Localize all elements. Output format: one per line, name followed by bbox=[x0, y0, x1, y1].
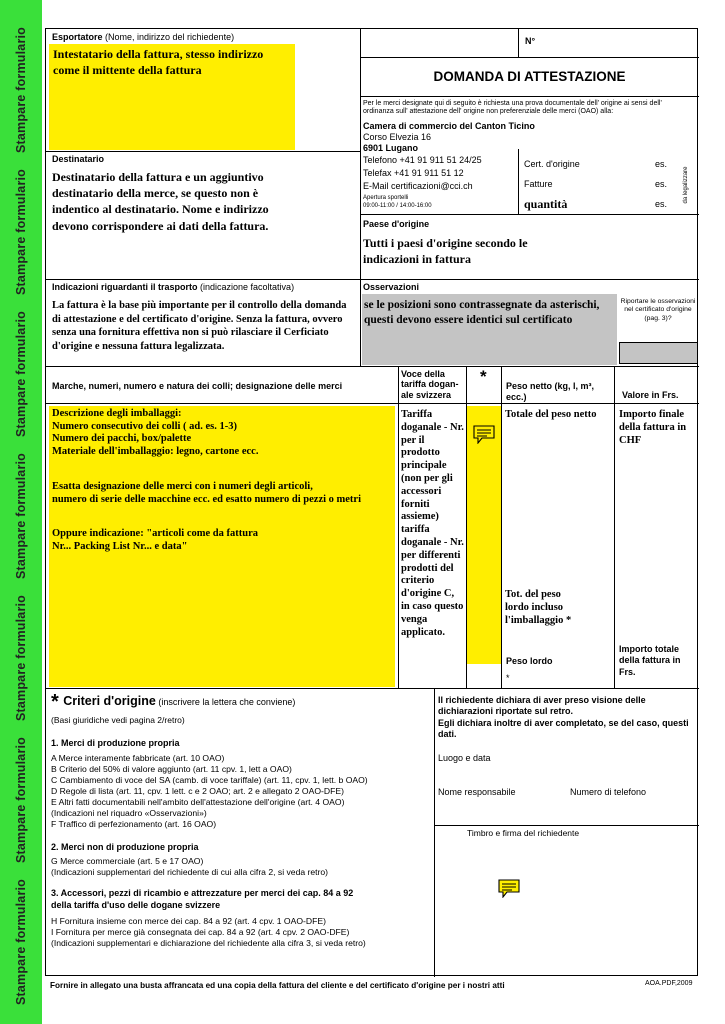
responsible-name-label[interactable]: Nome responsabile bbox=[438, 787, 516, 797]
divider bbox=[46, 279, 699, 280]
remarks-label: Osservazioni bbox=[363, 282, 420, 292]
marks-hint: Oppure indicazione: "articoli come da fattura Nr... Packing List Nr... e data" bbox=[52, 528, 258, 552]
marks-hint: Esatta designazione delle merci con i numeri degli articoli, numero di serie delle macchine ecc. ed esatto numero di pezzi o metri bbox=[52, 481, 361, 505]
total-amount-label: Importo totale della fattura in Frs. bbox=[619, 644, 681, 677]
chamber-name: Camera di commercio del Canton Ticino bbox=[363, 121, 535, 131]
divider bbox=[360, 57, 699, 58]
gross-weight-star: * bbox=[506, 673, 510, 683]
criteria-title-note: (inscrivere la lettera che conviene) bbox=[155, 697, 296, 707]
exporter-label: Esportatore (Nome, indirizzo del richiedente) bbox=[52, 32, 235, 42]
transport-label: Indicazioni riguardanti il trasporto (indicazione facoltativa) bbox=[52, 282, 295, 292]
divider bbox=[518, 29, 519, 57]
hours-label: Apertura sportelli bbox=[363, 195, 409, 201]
col-value-header: Valore in Frs. bbox=[622, 390, 679, 400]
criteria-list-1[interactable]: A Merce interamente fabbricate (art. 10 OAO) B Criterio del 50% di valore aggiunto (art. 11 cpv. 1, lett a OAO) C Cambiamento di voce del SA (camb. di voce tariffale) (art. 11, cpv. 1, lett. b OAO) D Regole di lista (art. 11, cpv. 1 lett. c e 2 OAO; art. 2 e allegato 2 OAO-DFE) E Altri fatti documentabili nell'ambito dell'attestazione dell'origine (art. 4 OAO) (Indicazioni nel riquadro «Osservazioni») F Traffico di perfezionamento (art. 16 OAO) bbox=[51, 753, 368, 829]
chamber-city: 6901 Lugano bbox=[363, 143, 419, 153]
divider bbox=[360, 151, 361, 279]
footer-note: Fornire in allegato una busta affrancata ed una copia della fattura del cliente e del certificato d'origine per i nostri atti bbox=[50, 981, 505, 990]
star-field[interactable] bbox=[467, 406, 501, 664]
divider bbox=[360, 279, 361, 366]
tariff-hint[interactable]: Tariffa doganale - Nr. per il prodotto principale (non per gli accessori forniti assieme) tariffa doganale - Nr. per differenti prodotti del criterio d'origine C, in caso questo venga applicato. bbox=[401, 409, 464, 638]
form-code: AOA.PDF,2009 bbox=[645, 980, 693, 987]
marks-hint: Descrizione degli imballaggi: Numero consecutivo dei colli ( ad. es. 1-3) Numero dei pacchi, box/palette Materiale dell'imballaggio: legno, cartone ecc. bbox=[52, 408, 259, 457]
remarks-side-note: Riportare le osservazioni nel certificato d'origine (pag. 3)? bbox=[620, 298, 696, 322]
consignee-label: Destinatario bbox=[52, 154, 105, 164]
divider bbox=[46, 688, 699, 689]
criteria-star: * bbox=[51, 691, 59, 713]
criteria-section-3: 3. Accessori, pezzi di ricambio e attrezzature per merci dei cap. 84 a 92 della tariffa d'uso delle dogane svizzere bbox=[51, 888, 354, 910]
criteria-title: Criteri d'origine bbox=[63, 694, 156, 708]
comment-icon[interactable] bbox=[498, 879, 520, 898]
col-marks-header: Marche, numeri, numero e natura dei colli; designazione delle merci bbox=[52, 381, 343, 391]
criteria-list-2[interactable]: G Merce commerciale (art. 5 e 17 OAO) (Indicazioni supplementari del richiedente di cui alla cifra 2, si veda retro) bbox=[51, 856, 329, 877]
transport-hint[interactable]: La fattura è la base più importante per il controllo della domanda di attestazione e del certificato d'origine. Senza la fattura, ovvero senza una fornitura effettiva non si può rilasciare il Cerficiato d'origine e nessuna fattura legalizzata. bbox=[52, 300, 347, 352]
stamp-signature-label[interactable]: Timbro e firma del richiedente bbox=[467, 828, 580, 838]
divider bbox=[614, 366, 615, 688]
declaration-text: Il richiedente dichiara di aver preso visione delle dichiarazioni riportate sul retro. Egli dichiara inoltre di aver completato, se del caso, questi dati. bbox=[438, 695, 689, 739]
number-label: N° bbox=[525, 36, 536, 46]
remarks-checkbox[interactable] bbox=[619, 342, 698, 364]
copies-quantity-label: quantità bbox=[524, 197, 568, 211]
copies-cert-label: Cert. d'origine bbox=[524, 159, 580, 169]
divider bbox=[46, 151, 360, 152]
criteria-section bbox=[51, 691, 431, 949]
attestation-form: Esportatore (Nome, indirizzo del richiedente) Intestatario della fattura, stesso indirizzo come il mittente della fattura N° DOMANDA DI ATTESTAZIONE Per le merci designate qui di seguito è richiesta una prova documentale dell' origine ai sensi dell' ordinanza sull' attestazione dell' origine non preferenziale delle merci (OAO) alla: Camera di commercio del Canton Ticino Corso Elvezia 16 6901 Lugano Telefono +41 91 911 51 24/25 Telefax +41 91 911 51 12 E-Mail certificazioni@cci.ch Apertura sportelli 09:00-11:00 / 14:00-16:00 Cert. d'origine es. Fatture es. quantità es. da legalizzare Destinatario Destinatario della fattura e un aggiuntivo destinatario della merce, se questo non è indentico al destinatario. Nome e indirizzo devono corrispondere ai dati della fattura. Paese d'origine Tutti i paesi d'origine secondo le indicazioni in fattura Indicazioni riguardanti il trasporto (indicazione facoltativa) La fattura è la base più importante per il controllo della domanda di attestazione e del certificato d'origine. Senza la fattura, ovvero senza una fornitura effettiva non si può rilasciare il Cerficiato d'origine e nessuna fattura legalizzata. Osservazioni se le posizioni sono contrassegnate da asterischi, questi devono essere identici sul certificato Riportare le osservazioni nel certificato d'origine (pag. 3)? Marche, numeri, numero e natura dei colli; designazione delle merci Voce della tariffa dogan-ale svizzera * Peso netto (kg, l, m³, ecc.) Valore in Frs. Descrizione degli imballaggi: Numero consecutivo dei colli ( ad. es. 1-3) Numero dei pacchi, box/palette Materiale dell'imballaggio: legno, cartone ecc. Esatta designazione delle merci con i numeri degli articoli, numero di serie delle macchine ecc. ed esatto numero di pezzi o metri Oppure indicazione: "articoli come da fattura Nr... Packing List Nr... e data" Tariffa doganale - Nr. per il prodotto principale (non per gli accessori forniti assieme) tariffa doganale - Nr. per differenti prodotti del criterio d'origine C, in caso questo venga applicato. Totale del peso netto Tot. del peso lordo incluso l'imballaggio * Peso lordo * Importo finale della fattura in CHF Importo totale della fattura in Frs. * Criteri d'origine (inscrivere la lettera che conviene) (Basi giuridiche vedi pagina 2/retro) 1. Merci di produzione propria A Merce interamente fabbricate (art. 10 OAO) B Criterio del 50% di valore aggiunto (art. 11 cpv. 1, lett a OAO) C Cambiamento di voce del SA (camb. di voce tariffale) (art. 11, cpv. 1, lett. b OAO) D Regole di lista (art. 11, cpv. 1 lett. c e 2 OAO; art. 2 e allegato 2 OAO-DFE) E Altri fatti documentabili nell'ambito dell'attestazione dell'origine (art. 4 OAO) (Indicazioni nel riquadro «Osservazioni») F Traffico di perfezionamento (art. 16 OAO) 2. Merci non di produzione propria G Merce commerciale (art. 5 e 17 OAO) (Indicazioni supplementari del richiedente di cui alla cifra 2, si veda retro) 3. Accessori, pezzi di ricambio e attrezzature per merci dei cap. 84 a 92 della tariffa d'uso delle dogane svizzere H Fornitura insieme con merce dei cap. 84 a 92 (art. 4 cpv. 1 OAO-DFE) I Fornitura per merce già consegnata dei cap. 84 a 92 (art. 4 cpv. 2 OAO-DFE) (Indicazioni supplementari e dichiarazione del richiedente alla cifra 3, si veda retro) Il richiedente dichiara di aver preso visione delle dichiarazioni riportate sul retro. Egli dichiara inoltre di aver completato, se del caso, questi dati. Luogo e data Nome responsabile Numero di telefono Timbro e firma del richiedente bbox=[45, 28, 698, 976]
origin-country-hint[interactable]: Tutti i paesi d'origine secondo le indicazioni in fattura bbox=[363, 236, 528, 267]
place-date-label[interactable]: Luogo e data bbox=[438, 753, 491, 763]
criteria-basis: (Basi giuridiche vedi pagina 2/retro) bbox=[51, 715, 185, 725]
chamber-phone: Telefono +41 91 911 51 24/25 bbox=[363, 155, 482, 165]
criteria-section-2: 2. Merci non di produzione propria bbox=[51, 842, 199, 852]
exporter-hint: Intestatario della fattura, stesso indirizzo come il mittente della fattura bbox=[53, 47, 264, 78]
copies-invoice-unit[interactable]: es. bbox=[655, 179, 668, 189]
copies-cert-unit[interactable]: es. bbox=[655, 159, 668, 169]
value-hint[interactable]: Importo finale della fattura in CHF bbox=[619, 409, 687, 446]
origin-country-label: Paese d'origine bbox=[363, 219, 430, 229]
chamber-fax: Telefax +41 91 911 51 12 bbox=[363, 168, 464, 178]
comment-icon[interactable] bbox=[473, 425, 495, 444]
criteria-list-3[interactable]: H Fornitura insieme con merce dei cap. 84 a 92 (art. 4 cpv. 1 OAO-DFE) I Fornitura per merce già consegnata dei cap. 84 a 92 (art. 4 cpv. 2 OAO-DFE) (Indicazioni supplementari e dichiarazione del richiedente alla cifra 3, si veda retro) bbox=[51, 916, 366, 949]
divider bbox=[434, 825, 699, 826]
phone-number-label[interactable]: Numero di telefono bbox=[570, 787, 647, 797]
divider bbox=[360, 29, 361, 151]
intro-text: Per le merci designate qui di seguito è richiesta una prova documentale dell' origine ai sensi dell' ordinanza sull' attestazione dell' origine non preferenziale delle merci (OAO) alla: bbox=[363, 100, 662, 116]
divider bbox=[518, 149, 519, 214]
criteria-section-1: 1. Merci di produzione propria bbox=[51, 738, 180, 748]
divider bbox=[46, 366, 699, 367]
divider bbox=[360, 214, 699, 215]
remarks-hint: se le posizioni sono contrassegnate da asterischi, questi devono essere identici sul certificato bbox=[364, 299, 600, 326]
chamber-email: E-Mail certificazioni@cci.ch bbox=[363, 181, 473, 191]
copies-quantity-unit[interactable]: es. bbox=[655, 199, 668, 209]
copies-invoice-label: Fatture bbox=[524, 179, 553, 189]
remarks-field[interactable] bbox=[362, 294, 617, 365]
col-tariff-header: Voce della tariffa dogan-ale svizzera bbox=[401, 369, 459, 400]
chamber-street: Corso Elvezia 16 bbox=[363, 132, 432, 142]
col-star-header: * bbox=[480, 367, 487, 386]
weight-total-hint[interactable]: Tot. del peso lordo incluso l'imballaggio * bbox=[505, 589, 572, 626]
hours-value: 09:00-11:00 / 14:00-16:00 bbox=[363, 203, 432, 209]
col-weight-header: Peso netto (kg, l, m³, ecc.) bbox=[506, 381, 595, 402]
consignee-hint[interactable]: Destinatario della fattura e un aggiuntivo destinatario della merce, se questo non è indentico al destinatario. Nome e indirizzo devono corrispondere ai dati della fattura. bbox=[52, 170, 269, 233]
divider bbox=[434, 688, 435, 977]
print-sidebar[interactable]: Stampare formulario Stampare formulario Stampare formulario Stampare formulario Stampare formulario Stampare formulario Stampare formulario bbox=[0, 0, 42, 1024]
marks-field[interactable] bbox=[49, 406, 395, 687]
page-title: DOMANDA DI ATTESTAZIONE bbox=[433, 69, 626, 84]
divider bbox=[360, 96, 699, 97]
weight-hint[interactable]: Totale del peso netto bbox=[505, 409, 597, 420]
gross-weight-label: Peso lordo bbox=[506, 656, 553, 666]
exporter-field[interactable] bbox=[49, 44, 295, 150]
divider bbox=[46, 403, 699, 404]
divider bbox=[398, 366, 399, 688]
divider bbox=[501, 366, 502, 688]
